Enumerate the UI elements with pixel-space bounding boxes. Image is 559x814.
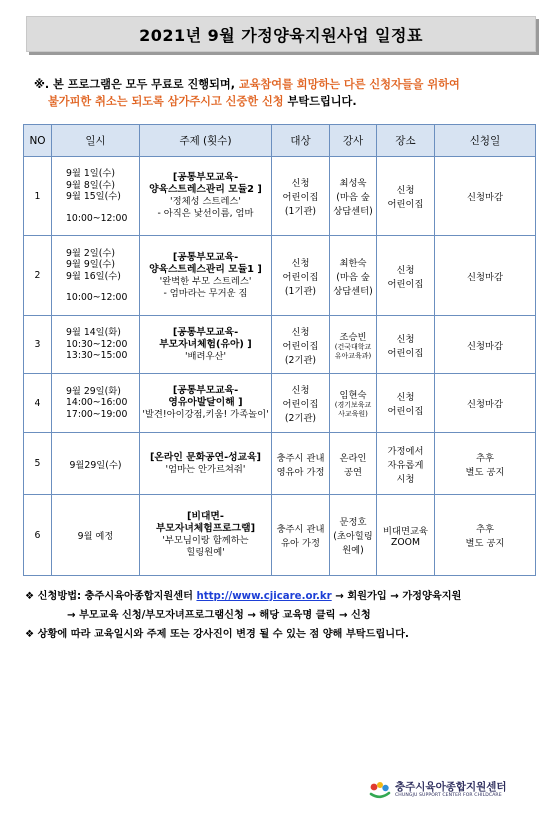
row-instructor-affiliation: 유아교육과) — [334, 351, 372, 360]
row-topic-line: - 엄마라는 무거운 짐 — [163, 287, 248, 299]
row-datetime-line: 9월 16일(수) — [66, 270, 121, 282]
row-apply-status: 신청마감 — [435, 157, 536, 236]
notice-suffix: 부탁드립니다. — [283, 95, 357, 108]
row-datetime-line: 10:00~12:00 — [66, 292, 128, 303]
row-target-line: (2기관) — [284, 413, 317, 424]
center-logo — [369, 781, 507, 799]
row-target-line: 어린이집 — [282, 271, 319, 283]
row-place-line: 어린이집 — [387, 278, 424, 290]
row-datetime-line: 14:00~16:00 — [66, 397, 128, 409]
page-title-text: 2021년 9월 가정양육지원사업 일정표 — [139, 25, 423, 45]
row-topic-line: [온라인 문화공연-성교육] — [149, 451, 262, 463]
table-row — [24, 316, 536, 374]
row-instructor — [330, 433, 377, 495]
row-place — [377, 495, 435, 576]
row-instructor — [330, 157, 377, 236]
row-topic-line: [공통부모교육- — [172, 385, 239, 396]
row-target-line: 충주시 관내 — [276, 452, 325, 464]
row-target — [272, 374, 330, 433]
header-apply: 신청일 — [435, 125, 536, 157]
row-topic — [140, 236, 272, 316]
row-apply-status — [435, 433, 536, 495]
row-topic — [140, 495, 272, 576]
row-place-line: ZOOM — [390, 536, 421, 548]
row-instructor-line: 상담센터) — [333, 285, 373, 297]
change-notice: ❖ 상황에 따라 교육일시와 주제 또는 강사진이 변경 될 수 있는 점 양해 부탁드립니다. — [25, 629, 409, 640]
row-target-line: 어린이집 — [282, 340, 319, 352]
row-datetime-line: 9월 14일(화) — [66, 327, 121, 339]
row-target-line: 신청 — [291, 257, 310, 269]
row-target-line: 어린이집 — [282, 192, 319, 203]
notice — [34, 76, 534, 110]
row-number: 4 — [24, 374, 52, 433]
row-target-line: 어린이집 — [282, 399, 319, 410]
row-datetime — [52, 236, 140, 316]
row-datetime-line: 9월29일(수) — [69, 459, 122, 471]
row-datetime-line: 10:30~12:00 — [66, 338, 128, 350]
row-topic-line: [공통부모교육- — [172, 326, 239, 338]
row-datetime-line: 9월 15일(수) — [66, 191, 121, 202]
row-target-line: 영유아 가정 — [276, 466, 325, 478]
apply-method-steps: → 회원가입 → 가정양육지원 — [331, 591, 462, 602]
row-place-line: 어린이집 — [387, 199, 424, 210]
row-topic-line: 부모자녀체험프로그램] — [155, 523, 256, 534]
header-instructor: 강사 — [330, 125, 377, 157]
center-logo-english: CHUNGJU SUPPORT CENTER FOR CHILDCARE — [395, 793, 502, 798]
row-target-line: 충주시 관내 — [276, 524, 325, 535]
row-instructor — [330, 374, 377, 433]
row-datetime-line: 9월 8일(수) — [66, 179, 115, 191]
row-place-line: 어린이집 — [387, 347, 424, 359]
row-datetime — [52, 433, 140, 495]
row-topic-line: '발견!아이강점,키움! 가족놀이' — [142, 409, 269, 420]
row-topic-line: '정체성 스트레스' — [170, 196, 241, 207]
table-header-row — [24, 125, 536, 157]
row-datetime-line: 9월 29일(화) — [66, 385, 121, 397]
header-topic: 주제 (횟수) — [140, 125, 272, 157]
row-topic — [140, 157, 272, 236]
center-logo-name: 충주시육아종합지원센터 — [395, 781, 507, 793]
row-topic-line: 양육스트레스관리 모듈2 ] — [149, 184, 262, 195]
row-instructor-line: 최성욱 — [339, 178, 367, 189]
row-instructor-line: 조승빈 — [339, 331, 367, 343]
row-instructor-line: 공연 — [344, 466, 362, 478]
notice-highlight-1: 교육참여를 희망하는 다른 신청자들을 위하여 — [238, 78, 460, 91]
row-target-line: (1기관) — [284, 285, 317, 297]
row-target-line: (2기관) — [284, 354, 317, 366]
row-topic-line: 영유아발달이해 ] — [168, 397, 243, 408]
apply-method-line-2: → 부모교육 신청/부모자녀프로그램신청 → 해당 교육명 클릭 → 신청 — [67, 610, 371, 621]
row-datetime-line: 9월 9일(수) — [66, 259, 115, 270]
row-topic-line: [공통부모교육- — [172, 251, 239, 263]
row-apply-status-line: 추후 — [476, 452, 494, 464]
row-datetime-line: 10:00~12:00 — [66, 212, 128, 224]
row-instructor-line: 최한숙 — [339, 257, 367, 269]
row-target-line: 신청 — [291, 178, 310, 189]
schedule-table — [23, 124, 536, 576]
row-topic-line: 부모자녀체험(유아) ] — [159, 338, 252, 350]
row-instructor-line: 상담센터) — [333, 206, 373, 217]
row-number: 5 — [24, 433, 52, 495]
table-row — [24, 495, 536, 576]
notice-line-1 — [34, 76, 534, 93]
row-number: 3 — [24, 316, 52, 374]
row-datetime-line: 17:00~19:00 — [66, 408, 128, 420]
row-place — [377, 157, 435, 236]
footer — [25, 587, 545, 644]
row-datetime-line: 9월 1일(수) — [66, 168, 115, 179]
row-place-line: 가정에서 — [387, 445, 424, 457]
apply-method — [25, 587, 545, 606]
row-place-line: 어린이집 — [387, 406, 424, 417]
row-number: 1 — [24, 157, 52, 236]
row-place — [377, 316, 435, 374]
table-row — [24, 433, 536, 495]
row-target — [272, 433, 330, 495]
row-instructor — [330, 495, 377, 576]
row-instructor-line: (초아힐링 — [333, 531, 373, 542]
notice-line-2 — [34, 93, 534, 110]
row-target — [272, 495, 330, 576]
row-place-line: 시청 — [396, 473, 415, 485]
row-place — [377, 433, 435, 495]
row-apply-status: 신청마감 — [435, 236, 536, 316]
row-target-line: 유아 가정 — [281, 538, 320, 549]
header-datetime: 일시 — [52, 125, 140, 157]
row-apply-status — [435, 495, 536, 576]
row-target — [272, 316, 330, 374]
row-instructor-line: 임현숙 — [339, 390, 367, 401]
row-apply-status-line: 별도 공지 — [465, 466, 505, 478]
row-topic-line: '엄마는 안가르쳐줘' — [165, 463, 246, 475]
row-target-line: (1기관) — [284, 206, 317, 217]
row-target — [272, 157, 330, 236]
notice-highlight-2: 불가피한 취소는 되도록 삼가주시고 신중한 신청 — [48, 95, 284, 108]
row-instructor — [330, 236, 377, 316]
row-instructor-line: (마음 숲 — [336, 271, 370, 283]
row-place-line: 신청 — [396, 185, 415, 196]
table-row — [24, 157, 536, 236]
row-datetime-line: 9월 2일(수) — [66, 247, 115, 259]
center-logo-icon — [369, 781, 391, 799]
row-place — [377, 236, 435, 316]
row-topic — [140, 316, 272, 374]
row-instructor-line: 온라인 — [339, 452, 367, 464]
row-datetime-line: 9월 예정 — [77, 531, 114, 542]
center-website-link[interactable]: http://www.cjicare.or.kr — [196, 591, 332, 602]
row-topic-line: 양육스트레스관리 모듈1 ] — [149, 263, 262, 275]
header-target: 대상 — [272, 125, 330, 157]
row-apply-status-line: 별도 공지 — [465, 538, 505, 549]
row-instructor-affiliation: (경기보육교 — [334, 401, 372, 409]
row-instructor-line: 문정호 — [339, 517, 367, 528]
row-apply-status-line: 추후 — [476, 524, 494, 535]
row-place-line: 자유롭게 — [387, 459, 424, 471]
notice-prefix: ※. 본 프로그램은 모두 무료로 진행되며, — [34, 78, 239, 91]
row-topic-line: 힐링원예' — [186, 547, 225, 558]
row-number: 2 — [24, 236, 52, 316]
row-topic-line: '부모님이랑 함께하는 — [162, 535, 249, 546]
row-datetime — [52, 157, 140, 236]
row-place-line: 신청 — [396, 333, 415, 345]
row-number: 6 — [24, 495, 52, 576]
row-datetime — [52, 495, 140, 576]
row-place-line: 비대면교육 — [383, 525, 428, 537]
row-apply-status: 신청마감 — [435, 316, 536, 374]
row-topic-line: [공통부모교육- — [172, 172, 239, 183]
row-topic-line: '배려우산' — [184, 350, 227, 362]
table-row — [24, 374, 536, 433]
row-topic-line: - 아직은 낯선이름, 엄마 — [157, 208, 254, 219]
row-datetime — [52, 316, 140, 374]
apply-method-label: ❖ 신청방법: 충주시육아종합지원센터 — [25, 591, 197, 602]
row-datetime-line: 13:30~15:00 — [66, 350, 128, 362]
row-datetime — [52, 374, 140, 433]
row-target — [272, 236, 330, 316]
row-target-line: 신청 — [291, 385, 310, 396]
row-topic — [140, 374, 272, 433]
row-place-line: 신청 — [396, 264, 415, 276]
row-apply-status: 신청마감 — [435, 374, 536, 433]
row-instructor-affiliation: 사교육원) — [338, 410, 368, 418]
table-row — [24, 236, 536, 316]
row-topic-line: [비대면- — [187, 511, 224, 522]
row-instructor-line: (마음 숲 — [336, 192, 370, 203]
header-no: NO — [24, 125, 52, 157]
row-topic — [140, 433, 272, 495]
row-place — [377, 374, 435, 433]
row-instructor-affiliation: (건국대학교 — [334, 342, 372, 351]
page-title — [26, 16, 536, 52]
row-topic-line: '완벽한 부모 스트레스' — [159, 275, 252, 287]
row-instructor — [330, 316, 377, 374]
header-place: 장소 — [377, 125, 435, 157]
row-instructor-line: 원예) — [342, 545, 364, 556]
row-target-line: 신청 — [291, 326, 310, 338]
row-place-line: 신청 — [396, 392, 415, 403]
